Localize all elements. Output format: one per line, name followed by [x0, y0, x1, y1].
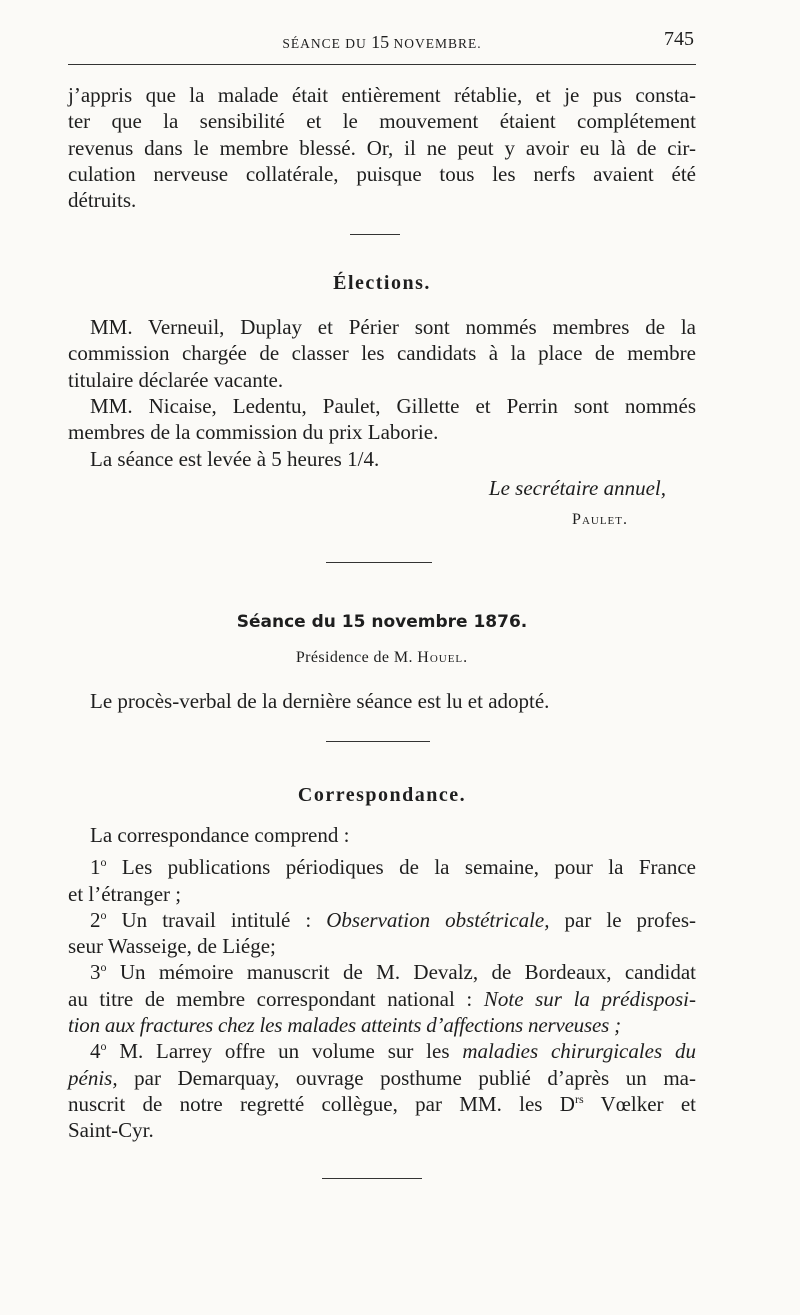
- item-3-line-2: [68, 986, 696, 1012]
- section-divider: [322, 1178, 422, 1179]
- item-4-title-a: maladies chirurgicales du: [462, 1039, 696, 1064]
- item-2-line-1: [68, 907, 696, 933]
- correspondance-intro: La correspondance comprend :: [90, 823, 350, 847]
- item-4-title-b: pénis,: [68, 1065, 118, 1090]
- section-divider: [326, 562, 432, 563]
- item-4-line-3: [68, 1091, 696, 1117]
- presidence-line: [68, 649, 696, 667]
- item-2-title: Observation obstétricale,: [326, 907, 550, 932]
- elections-line: MM. Nicaise, Ledentu, Paulet, Gillette et Perrin sont nommés: [90, 394, 696, 418]
- elections-line: membres de la commission du prix Laborie.: [68, 420, 439, 445]
- section-divider: [326, 741, 430, 742]
- running-head: [68, 26, 696, 54]
- item-1-line-1: [68, 854, 696, 880]
- section-divider: [350, 234, 400, 235]
- item-2-ordinal: o: [100, 907, 107, 922]
- item-2-text-b: par le profes-: [549, 907, 697, 932]
- elections-paragraph-1: [68, 314, 696, 393]
- item-1-line-2: et l’étranger ;: [68, 881, 182, 906]
- intro-line: détruits.: [68, 188, 137, 213]
- document-page: [68, 0, 696, 1315]
- item-3-line-3: tion aux fractures chez les malades atteints d’affections nerveuses ;: [68, 1013, 621, 1038]
- item-2-text-a: Un travail intitulé :: [106, 907, 327, 932]
- item-4-ordinal: o: [100, 1039, 107, 1054]
- seance-levee-line: La séance est levée à 5 heures 1/4.: [90, 447, 380, 471]
- proces-verbal-paragraph: [68, 688, 696, 714]
- item-1-number: 1: [90, 855, 101, 880]
- item-3-line-1: [68, 959, 696, 985]
- intro-line: culation nerveuse collatérale, puisque tous les nerfs avaient été: [68, 161, 696, 186]
- item-4-line-4: Saint-Cyr.: [68, 1118, 154, 1143]
- item-4-doctors-abbrev: rs: [574, 1091, 584, 1106]
- item-4-text-a: M. Larrey offre un volume sur les: [106, 1039, 463, 1064]
- item-1-text: Les publications périodiques de la semaine, pour la France: [106, 855, 696, 880]
- elections-heading: Élections.: [333, 272, 431, 294]
- intro-paragraph: [68, 82, 696, 213]
- seance-title: Séance du 15 novembre 1876.: [236, 612, 528, 632]
- intro-line: ter que la sensibilité et le mouvement étaient complétement: [68, 109, 696, 134]
- item-3-title-a: Note sur la prédisposi-: [483, 986, 697, 1011]
- president-name: Houel.: [417, 649, 469, 666]
- item-4-number: 4: [90, 1039, 101, 1064]
- item-4-text-c: nuscrit de notre regretté collègue, par MM. les D: [68, 1091, 575, 1116]
- running-title: [68, 32, 696, 53]
- item-3-text-a: au titre de membre correspondant national :: [68, 986, 484, 1011]
- running-title-before: SÉANCE DU: [282, 36, 372, 51]
- presidence-prefix: Présidence de M.: [295, 649, 418, 666]
- elections-line: commission chargée de classer les candidats à la place de membre: [68, 341, 696, 366]
- header-rule: [68, 64, 696, 65]
- item-2-number: 2: [90, 907, 101, 932]
- item-4-text-b: par Demarquay, ouvrage posthume publié d’après un ma-: [117, 1065, 696, 1090]
- item-3-number: 3: [90, 960, 101, 985]
- intro-line: j’appris que la malade était entièrement rétablie, et je pus consta-: [68, 83, 696, 107]
- correspondance-body: [68, 822, 696, 1144]
- running-title-number: 15: [371, 32, 390, 52]
- item-4-line-2: [68, 1065, 696, 1091]
- correspondance-heading: Correspondance.: [297, 784, 467, 806]
- item-3-text: Un mémoire manuscrit de M. Devalz, de Bordeaux, candidat: [106, 960, 696, 985]
- elections-paragraph-3: [68, 446, 696, 472]
- intro-line: revenus dans le membre blessé. Or, il ne peut y avoir eu là de cir-: [68, 135, 696, 160]
- signature-name: Paulet.: [572, 511, 628, 528]
- item-4-line-1: [68, 1038, 696, 1064]
- running-title-after: NOVEMBRE.: [389, 36, 482, 51]
- elections-paragraph-2: [68, 393, 696, 446]
- signature-role: Le secrétaire annuel,: [488, 476, 666, 500]
- elections-line: titulaire déclarée vacante.: [68, 367, 284, 392]
- item-2-line-2: seur Wasseige, de Liége;: [68, 934, 276, 959]
- elections-line: MM. Verneuil, Duplay et Périer sont nommés membres de la: [90, 315, 696, 339]
- item-1-ordinal: o: [100, 855, 107, 870]
- proces-verbal-line: Le procès-verbal de la dernière séance est lu et adopté.: [90, 689, 550, 713]
- item-3-ordinal: o: [100, 960, 107, 975]
- page-number: 745: [664, 28, 694, 50]
- item-4-text-d: Vœlker et: [583, 1091, 696, 1116]
